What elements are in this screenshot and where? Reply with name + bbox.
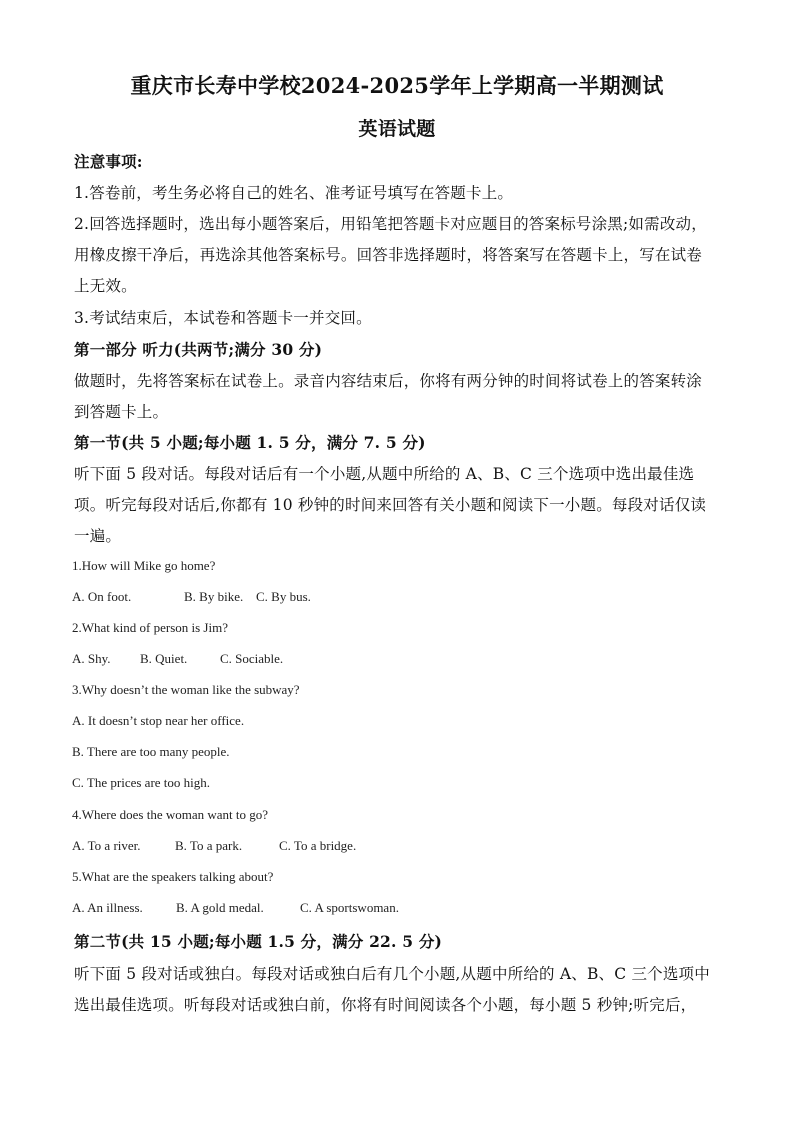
part1-intro-line-1: 做题时，先将答案标在试卷上。录音内容结束后，你将有两分钟的时间将试卷上的答案转涂 [74, 372, 703, 390]
notice-item-2-line-1: 2.回答选择题时，选出每小题答案后，用铅笔把答题卡对应题目的答案标号涂黑;如需改动， [74, 215, 707, 233]
notice-item-1: 1.答卷前，考生务必将自己的姓名、准考证号填写在答题卡上。 [74, 184, 514, 202]
option-c: C. A sportswoman. [300, 900, 399, 915]
question-1: 1.How will Mike go home? [72, 558, 216, 573]
notice-heading: 注意事项: [74, 152, 143, 171]
option-b: B. By bike. [184, 589, 244, 604]
section2-heading: 第二节(共 15 小题;每小题 1.5 分，满分 22. 5 分) [74, 932, 443, 951]
question-4-options [72, 838, 356, 854]
question-2: 2.What kind of person is Jim? [72, 620, 228, 635]
question-5-options [72, 900, 399, 916]
option-b: B. To a park. [175, 838, 243, 853]
option-c: C. By bus. [256, 589, 311, 604]
exam-subtitle: 英语试题 [358, 118, 436, 140]
section1-intro-line-3: 一遍。 [74, 527, 122, 545]
section2-intro-line-1: 听下面 5 段对话或独白。每段对话或独白后有几个小题,从题中所给的 A、B、C 三个选项中 [74, 965, 710, 983]
section1-heading: 第一节(共 5 小题;每小题 1. 5 分，满分 7. 5 分) [74, 433, 426, 452]
question-3: 3.Why doesn’t the woman like the subway? [72, 682, 300, 697]
part1-intro-line-2: 到答题卡上。 [74, 403, 169, 421]
notice-item-3: 3.考试结束后，本试卷和答题卡一并交回。 [74, 309, 372, 327]
question-3-option-a: A. It doesn’t stop near her office. [72, 713, 245, 728]
question-5: 5.What are the speakers talking about? [72, 869, 274, 884]
exam-title: 重庆市长寿中学校2024-2025学年上学期高一半期测试 [130, 73, 664, 98]
question-4: 4.Where does the woman want to go? [72, 807, 269, 822]
question-3-option-c: C. The prices are too high. [72, 775, 211, 790]
option-c: C. To a bridge. [279, 838, 357, 853]
option-b: B. A gold medal. [176, 900, 264, 915]
option-b: B. Quiet. [140, 651, 188, 666]
option-a: A. On foot. [72, 589, 132, 604]
section1-intro-line-1: 听下面 5 段对话。每段对话后有一个小题,从题中所给的 A、B、C 三个选项中选出最佳选 [74, 465, 695, 483]
option-a: A. To a river. [72, 838, 141, 853]
section1-intro-line-2: 项。听完每段对话后,你都有 10 秒钟的时间来回答有关小题和阅读下一小题。每段对话仅读 [74, 496, 707, 514]
notice-item-2-line-3: 上无效。 [74, 277, 137, 295]
notice-item-2-line-2: 用橡皮擦干净后，再选涂其他答案标号。回答非选择题时，将答案写在答题卡上，写在试卷 [74, 246, 703, 264]
option-c: C. Sociable. [220, 651, 284, 666]
question-1-options [72, 589, 311, 605]
section2-intro-line-2: 选出最佳选项。听每段对话或独白前，你将有时间阅读各个小题，每小题 5 秒钟;听完后， [74, 996, 697, 1014]
question-3-option-b: B. There are too many people. [72, 744, 230, 759]
option-a: A. An illness. [72, 900, 143, 915]
question-2-options [72, 651, 283, 667]
option-a: A. Shy. [72, 651, 111, 666]
part1-heading: 第一部分 听力(共两节;满分 30 分) [74, 340, 323, 359]
